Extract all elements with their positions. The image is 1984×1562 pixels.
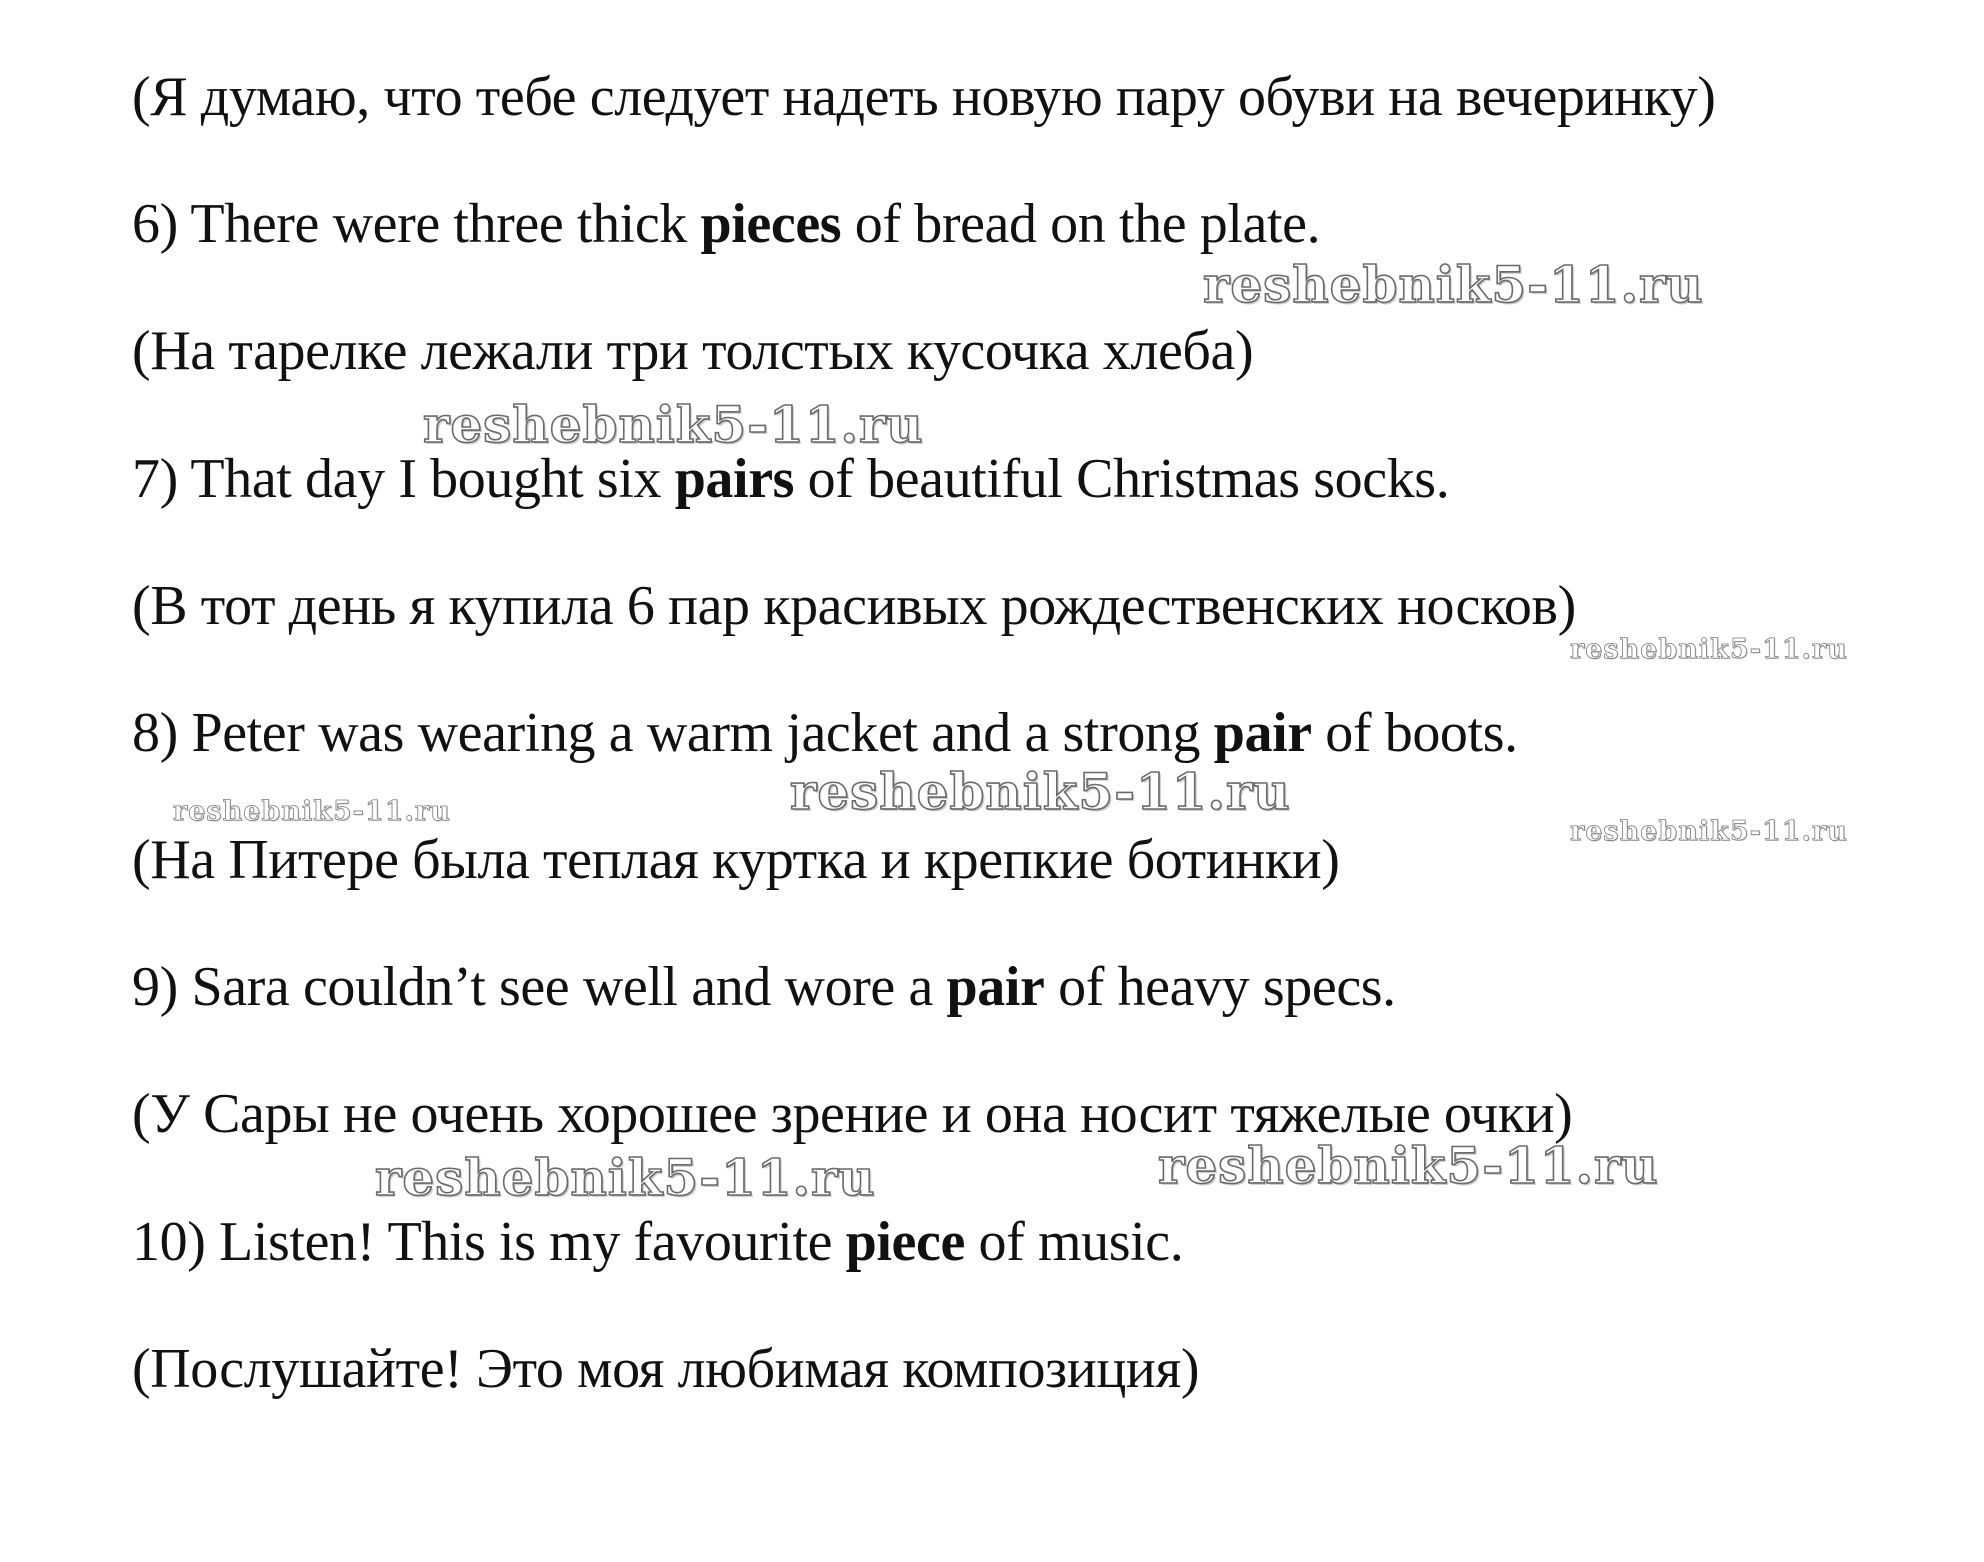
sentence-6	[132, 191, 1320, 257]
sentence-text-before: 10) Listen! This is my favourite	[132, 1211, 846, 1273]
watermark: reshebnik5-11.ru	[173, 796, 451, 827]
translation-line-8	[132, 827, 1340, 893]
translation-text: (Я думаю, что тебе следует надеть новую пару обуви на вечеринку)	[132, 66, 1716, 128]
sentence-text-before: 8) Peter was wearing a warm jacket and a strong	[132, 702, 1214, 764]
answer-word: pair	[946, 956, 1045, 1018]
translation-line-7	[132, 573, 1576, 639]
sentence-text-after: of boots.	[1311, 702, 1518, 764]
sentence-text-after: of bread on the plate.	[841, 193, 1321, 255]
sentence-text-after: of beautiful Christmas socks.	[794, 448, 1450, 510]
watermark: reshebnik5-11.ru	[1203, 255, 1704, 314]
sentence-8	[132, 700, 1518, 766]
sentence-7	[132, 446, 1449, 512]
watermark: reshebnik5-11.ru	[375, 1148, 876, 1207]
translation-text: (В тот день я купила 6 пар красивых рождественских носков)	[132, 575, 1576, 637]
translation-line-10	[132, 1336, 1199, 1402]
sentence-9	[132, 954, 1396, 1020]
sentence-text-before: 7) That day I bought six	[132, 448, 675, 510]
sentence-text-after: of heavy specs.	[1044, 956, 1396, 1018]
answer-word: pair	[1213, 702, 1312, 764]
watermark: reshebnik5-11.ru	[1158, 1136, 1659, 1195]
watermark: reshebnik5-11.ru	[1570, 816, 1848, 847]
watermark: reshebnik5-11.ru	[790, 762, 1291, 821]
answer-word: pairs	[674, 448, 795, 510]
answer-word: pieces	[700, 193, 842, 255]
translation-text: (У Сары не очень хорошее зрение и она носит тяжелые очки)	[132, 1083, 1573, 1145]
translation-line-6	[132, 318, 1253, 384]
translation-text: (Послушайте! Это моя любимая композиция)	[132, 1338, 1200, 1400]
sentence-text-after: of music.	[964, 1211, 1184, 1273]
answer-word: piece	[845, 1211, 965, 1273]
watermark: reshebnik5-11.ru	[1570, 634, 1848, 665]
translation-line-5	[132, 64, 1716, 130]
watermark: reshebnik5-11.ru	[423, 395, 924, 454]
sentence-10	[132, 1209, 1183, 1275]
sentence-text-before: 6) There were three thick	[132, 193, 701, 255]
translation-text: (На тарелке лежали три толстых кусочка хлеба)	[132, 320, 1254, 382]
translation-text: (На Питере была теплая куртка и крепкие ботинки)	[132, 829, 1340, 891]
sentence-text-before: 9) Sara couldn’t see well and wore a	[132, 956, 947, 1018]
